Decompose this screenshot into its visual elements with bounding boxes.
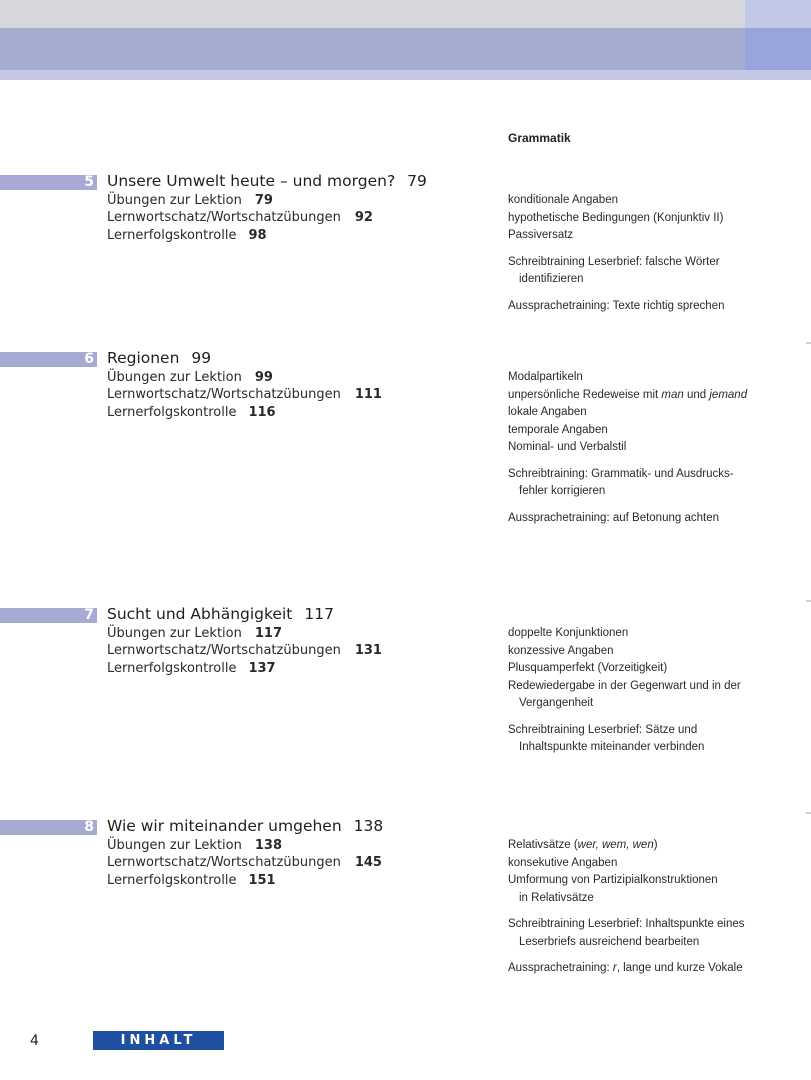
section-link-kontrolle[interactable]	[107, 661, 276, 676]
writing-training: Schreibtraining Leserbrief: Inhaltspunkte eines	[508, 918, 745, 930]
section-page: 116	[248, 405, 276, 420]
header-band-lower	[0, 70, 811, 80]
section-label-inhalt: INHALT	[93, 1031, 224, 1050]
section-link-kontrolle[interactable]	[107, 873, 276, 888]
chapter-title-line[interactable]	[107, 172, 427, 190]
section-page: 151	[248, 873, 276, 888]
section-link-uebungen[interactable]	[107, 626, 282, 641]
section-label: Lernerfolgskontrolle	[107, 661, 237, 676]
chapter-page: 138	[353, 817, 384, 835]
pronunciation-training: Aussprachetraining: r, lange und kurze Vokale	[508, 962, 743, 974]
chapter-number-bar: 5	[0, 175, 97, 190]
grammar-item: hypothetische Bedingungen (Konjunktiv II)	[508, 211, 724, 224]
section-link-wortschatz[interactable]	[107, 855, 382, 870]
pronunciation-training: Aussprachetraining: Texte richtig sprechen	[508, 299, 725, 312]
chapter-page: 99	[191, 349, 212, 367]
chapter-number-bar: 7	[0, 608, 97, 623]
edge-mark	[806, 812, 811, 814]
section-label: Übungen zur Lektion	[107, 838, 242, 853]
edge-mark	[806, 342, 811, 344]
writing-training-continued: Leserbriefs ausreichend bearbeiten	[519, 935, 700, 948]
writing-training-continued: Inhaltspunkte miteinander verbinden	[519, 741, 705, 753]
chapter-title-line[interactable]	[107, 605, 334, 623]
section-page: 117	[254, 626, 282, 641]
section-link-uebungen[interactable]	[107, 370, 273, 385]
edge-mark	[806, 600, 811, 602]
section-page: 92	[354, 210, 373, 225]
grammar-item: konditionale Angaben	[508, 194, 618, 206]
grammar-item: konzessive Angaben	[508, 644, 614, 657]
section-label: Lernwortschatz/Wortschatzübungen	[107, 855, 341, 870]
section-link-wortschatz[interactable]	[107, 643, 382, 658]
grammar-item: Plusquamperfekt (Vorzeitigkeit)	[508, 662, 668, 674]
section-label: Lernerfolgskontrolle	[107, 228, 237, 243]
section-link-wortschatz[interactable]	[107, 210, 373, 225]
grammar-item: Passiversatz	[508, 229, 574, 241]
writing-training: Schreibtraining Leserbrief: falsche Wörter	[508, 255, 720, 268]
section-label: Lernwortschatz/Wortschatzübungen	[107, 210, 341, 225]
section-page: 79	[254, 193, 273, 208]
chapter-title: Sucht und Abhängigkeit	[107, 605, 293, 623]
section-link-uebungen[interactable]	[107, 193, 273, 208]
grammar-item-continued: in Relativsätze	[519, 891, 594, 904]
grammar-item: Modalpartikeln	[508, 371, 583, 383]
grammar-item: lokale Angaben	[508, 406, 587, 418]
section-label: Lernwortschatz/Wortschatzübungen	[107, 643, 341, 658]
grammar-item: unpersönliche Redeweise mit man und jemand	[508, 388, 748, 401]
section-page: 131	[354, 643, 382, 658]
header-corner-middle	[745, 28, 811, 70]
grammar-column-heading: Grammatik	[508, 131, 571, 145]
grammar-list-chapter-8	[508, 837, 808, 978]
chapter-page: 117	[304, 605, 334, 623]
writing-training: Schreibtraining: Grammatik- und Ausdrucks-	[508, 467, 734, 480]
chapter-number-bar: 8	[0, 820, 97, 835]
section-label: Lernerfolgskontrolle	[107, 405, 237, 420]
chapter-title-line[interactable]	[107, 817, 383, 835]
grammar-item: Nominal- und Verbalstil	[508, 441, 627, 453]
grammar-item: konsekutive Angaben	[508, 856, 618, 869]
writing-training-continued: identifizieren	[519, 273, 584, 285]
grammar-list-chapter-7	[508, 625, 808, 757]
writing-training: Schreibtraining Leserbrief: Sätze und	[508, 723, 698, 736]
section-label: Übungen zur Lektion	[107, 193, 242, 208]
section-link-kontrolle[interactable]	[107, 228, 267, 243]
grammar-item: Umformung von Partizipialkonstruktionen	[508, 874, 718, 886]
chapter-title: Regionen	[107, 349, 180, 367]
grammar-item: Redewiedergabe in der Gegenwart und in der	[508, 679, 741, 692]
section-page: 99	[254, 370, 273, 385]
section-page: 111	[354, 387, 382, 402]
section-link-kontrolle[interactable]	[107, 405, 276, 420]
grammar-item: doppelte Konjunktionen	[508, 627, 629, 639]
section-label: Lernerfolgskontrolle	[107, 873, 237, 888]
page-number: 4	[30, 1033, 39, 1049]
header-band-middle	[0, 28, 811, 70]
chapter-number-bar: 6	[0, 352, 97, 367]
section-label: Lernwortschatz/Wortschatzübungen	[107, 387, 341, 402]
section-label: Übungen zur Lektion	[107, 370, 242, 385]
grammar-item: Relativsätze (wer, wem, wen)	[508, 839, 658, 851]
section-page: 138	[254, 838, 282, 853]
section-page: 145	[354, 855, 382, 870]
chapter-title: Wie wir miteinander umgehen	[107, 817, 342, 835]
header-band-top	[0, 0, 811, 28]
grammar-item: temporale Angaben	[508, 423, 608, 436]
section-label: Übungen zur Lektion	[107, 626, 242, 641]
section-page: 98	[248, 228, 267, 243]
pronunciation-training: Aussprachetraining: auf Betonung achten	[508, 511, 719, 524]
grammar-list-chapter-6	[508, 369, 808, 527]
section-page: 137	[248, 661, 276, 676]
grammar-item-continued: Vergangenheit	[519, 697, 594, 709]
chapter-title: Unsere Umwelt heute – und morgen?	[107, 172, 396, 190]
section-link-uebungen[interactable]	[107, 838, 282, 853]
chapter-title-line[interactable]	[107, 349, 211, 367]
section-link-wortschatz[interactable]	[107, 387, 382, 402]
chapter-page: 79	[407, 172, 427, 190]
header-corner-top	[745, 0, 811, 28]
grammar-list-chapter-5	[508, 192, 808, 315]
writing-training-continued: fehler korrigieren	[519, 485, 606, 497]
